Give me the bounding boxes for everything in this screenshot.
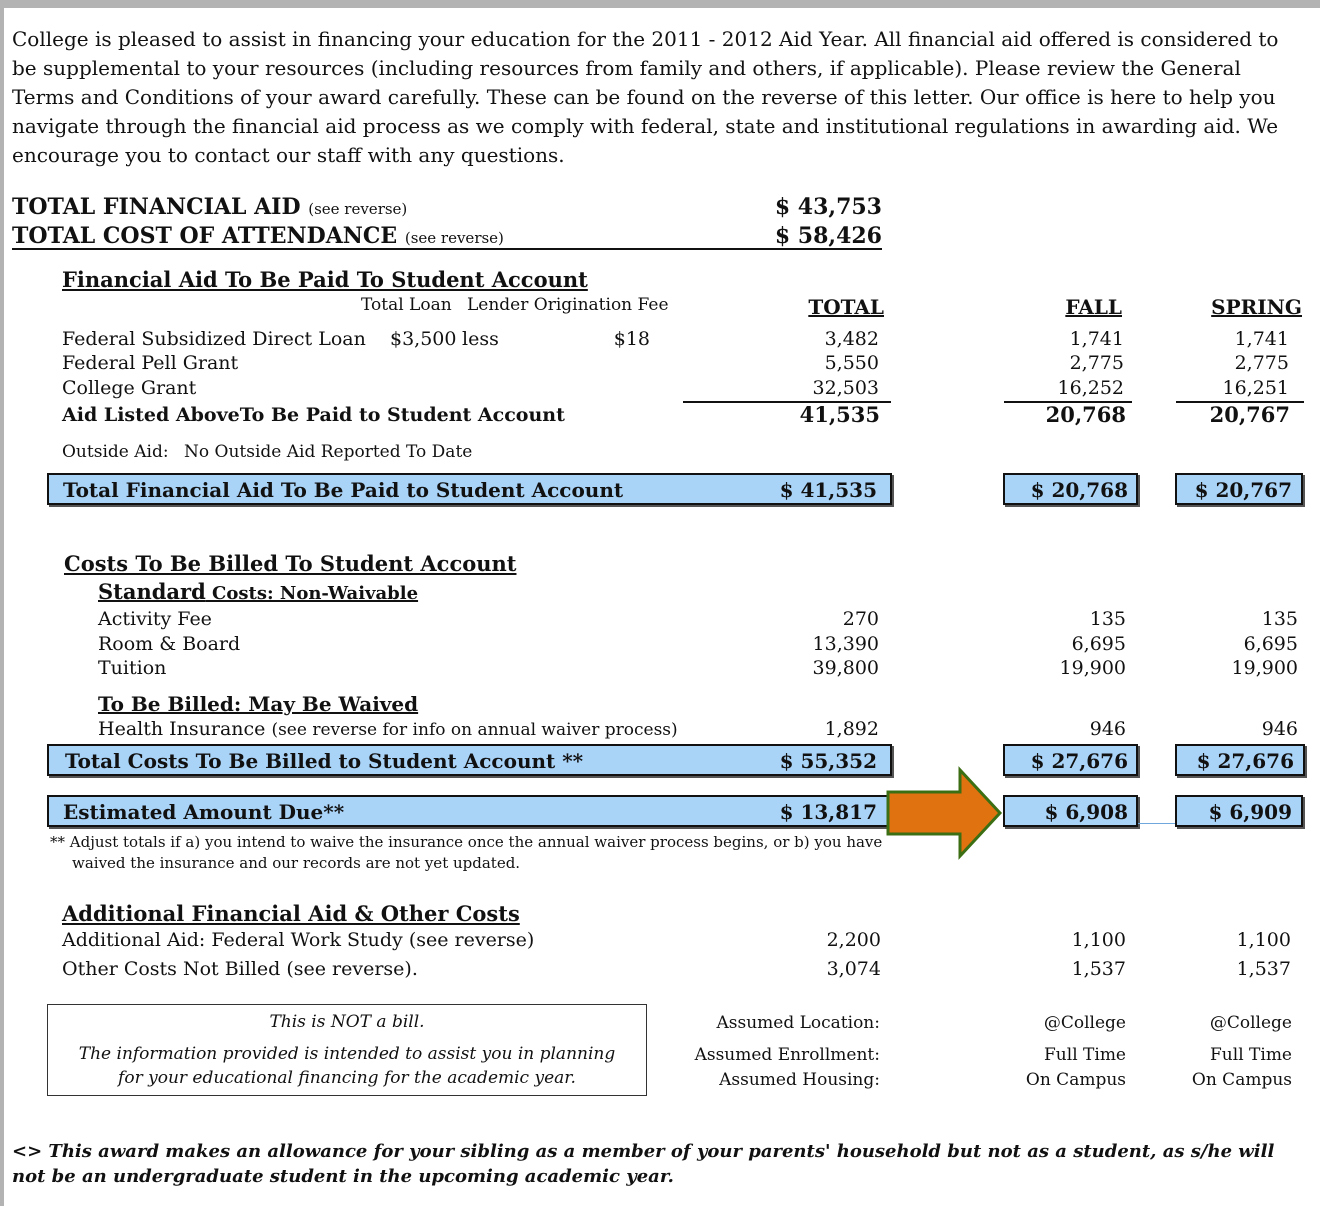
total-aid-value: $ 43,753 [774, 194, 882, 220]
amount-due-box-fall [1003, 795, 1138, 827]
additional-row-label: Additional Aid: Federal Work Study (see reverse) [62, 929, 535, 951]
aid-row-total: 5,550 [824, 352, 879, 374]
amount-due-fall: $ 6,908 [1044, 800, 1128, 824]
aid-row-spring: 2,775 [1234, 352, 1289, 374]
cost-total-box [47, 744, 892, 776]
cost-row-spring: 6,695 [1243, 633, 1298, 655]
aid-row-total: 32,503 [812, 377, 879, 399]
total-coa-value: $ 58,426 [774, 223, 882, 249]
cost-row-fall: 135 [1089, 608, 1126, 630]
aid-row-label: College Grant [62, 377, 197, 399]
aid-total-fall-value: $ 20,768 [1030, 478, 1128, 502]
cost-row-total: 39,800 [812, 657, 879, 679]
aid-row-less: less [462, 328, 499, 350]
cost-row-label: Activity Fee [98, 608, 212, 630]
total-coa-label: TOTAL COST OF ATTENDANCE (see reverse) [12, 223, 504, 249]
cost-row-total: 13,390 [812, 633, 879, 655]
aid-subtotal-spring: 20,767 [1209, 402, 1290, 427]
assumed-location-label: Assumed Location: [716, 1013, 880, 1033]
cost-total-box-label: Total Costs To Be Billed to Student Account ** [65, 749, 584, 773]
aid-total-box-total: $ 41,535 [779, 478, 877, 502]
cost-row-spring: 19,900 [1231, 657, 1298, 679]
cost-total-box-total: $ 55,352 [779, 749, 877, 773]
aid-row-label: Federal Subsidized Direct Loan [62, 328, 366, 350]
notice-line-1: This is NOT a bill. [269, 1012, 425, 1032]
aid-sub-fee: Lender Origination Fee [467, 295, 669, 315]
cost-total-box-spring [1175, 744, 1305, 776]
waivable-costs-heading: To Be Billed: May Be Waived [98, 692, 419, 716]
aid-subtotal-total: 41,535 [799, 402, 880, 427]
additional-row-fall: 1,100 [1071, 929, 1126, 951]
total-aid-label: TOTAL FINANCIAL AID (see reverse) [12, 194, 408, 220]
col-spring-header: SPRING [1211, 295, 1302, 319]
cost-row-fall: 6,695 [1071, 633, 1126, 655]
health-insurance-total: 1,892 [824, 718, 879, 740]
aid-row-label: Federal Pell Grant [62, 352, 239, 374]
cost-row-total: 270 [842, 608, 879, 630]
aid-section-title: Financial Aid To Be Paid To Student Account [62, 267, 588, 292]
additional-row-fall: 1,537 [1071, 958, 1126, 980]
additional-section-title: Additional Financial Aid & Other Costs [62, 901, 520, 926]
amount-due-box-spring [1175, 795, 1303, 827]
aid-row-fall: 1,741 [1069, 328, 1124, 350]
assumed-housing-label: Assumed Housing: [719, 1070, 880, 1090]
cost-total-fall-value: $ 27,676 [1030, 749, 1128, 773]
cost-row-fall: 19,900 [1059, 657, 1126, 679]
additional-row-total: 3,074 [826, 958, 881, 980]
aid-total-box-label: Total Financial Aid To Be Paid to Student Account [63, 478, 624, 502]
arrow-right-icon [884, 766, 1004, 860]
fall-location: @College [1043, 1013, 1126, 1033]
aid-total-spring-value: $ 20,767 [1194, 478, 1292, 502]
outside-aid-value: No Outside Aid Reported To Date [184, 442, 473, 462]
aid-row-total: 3,482 [824, 328, 879, 350]
amount-due-total: $ 13,817 [779, 800, 877, 824]
aid-row-fall: 16,252 [1057, 377, 1124, 399]
additional-row-spring: 1,100 [1236, 929, 1291, 951]
aid-row-spring: 16,251 [1222, 377, 1289, 399]
aid-row-fee: $18 [613, 328, 650, 350]
col-fall-header: FALL [1065, 295, 1122, 319]
cost-row-label: Room & Board [98, 633, 241, 655]
fall-enrollment: Full Time [1044, 1045, 1126, 1065]
additional-row-total: 2,200 [826, 929, 881, 951]
amount-due-spring: $ 6,909 [1208, 800, 1292, 824]
health-insurance-fall: 946 [1089, 718, 1126, 740]
amount-due-label: Estimated Amount Due** [63, 800, 345, 824]
standard-costs-heading: Standard Costs: Non-Waivable [98, 579, 419, 604]
sibling-allowance-note: <> This award makes an allowance for your sibling as a member of your parents' household but not as a student, as s/he will not be an undergraduate student in the upcoming academic year. [12, 1141, 1275, 1187]
cost-total-box-fall [1003, 744, 1138, 776]
cost-section-title: Costs To Be Billed To Student Account [64, 551, 517, 576]
notice-line-3: for your educational financing for the academic year. [118, 1068, 576, 1088]
footnote-line-2: waived the insurance and our records are not yet updated. [72, 854, 521, 872]
fall-housing: On Campus [1025, 1070, 1126, 1090]
aid-row-spring: 1,741 [1234, 328, 1289, 350]
notice-line-2: The information provided is intended to assist you in planning [78, 1044, 616, 1064]
outside-aid-label: Outside Aid: [62, 442, 169, 462]
aid-total-box [47, 473, 892, 505]
totals-underline [12, 248, 882, 250]
assumed-enrollment-label: Assumed Enrollment: [694, 1045, 880, 1065]
cost-row-label: Tuition [98, 657, 167, 679]
footnote-line-1: ** Adjust totals if a) you intend to waive the insurance once the annual waiver process begins, or b) you have [50, 833, 883, 851]
aid-row-loan: $3,500 [390, 328, 457, 350]
aid-sub-total-loan: Total Loan [361, 295, 452, 315]
cost-row-spring: 135 [1261, 608, 1298, 630]
not-a-bill-notice [47, 1004, 647, 1096]
amount-due-box [47, 795, 892, 827]
due-connector-line [1138, 823, 1175, 824]
col-total-header: TOTAL [808, 295, 884, 319]
additional-row-spring: 1,537 [1236, 958, 1291, 980]
health-insurance-label: Health Insurance (see reverse for info on annual waiver process) [98, 718, 678, 740]
aid-total-box-fall [1003, 473, 1138, 505]
aid-subtotal-label: Aid Listed AboveTo Be Paid to Student Account [62, 404, 565, 426]
aid-subtotal-fall: 20,768 [1045, 402, 1126, 427]
aid-total-box-spring [1175, 473, 1303, 505]
aid-row-fall: 2,775 [1069, 352, 1124, 374]
spring-housing: On Campus [1191, 1070, 1292, 1090]
cost-total-spring-value: $ 27,676 [1196, 749, 1294, 773]
health-insurance-spring: 946 [1261, 718, 1298, 740]
additional-row-label: Other Costs Not Billed (see reverse). [62, 958, 418, 980]
award-letter-page [4, 8, 1320, 1206]
intro-paragraph: College is pleased to assist in financing your education for the 2011 - 2012 Aid Year. All financial aid offered is considered to be supplemental to your resources (including resources from family and others, if applicable). Please review the General Terms and Conditions of your award carefully. These can be found on the reverse of this letter. Our office is here to help you navigate through the financial aid process as we comply with federal, state and institutional regulations in awarding aid. We encourage you to contact our staff with any questions. [12, 27, 1279, 167]
spring-enrollment: Full Time [1210, 1045, 1292, 1065]
spring-location: @College [1209, 1013, 1292, 1033]
